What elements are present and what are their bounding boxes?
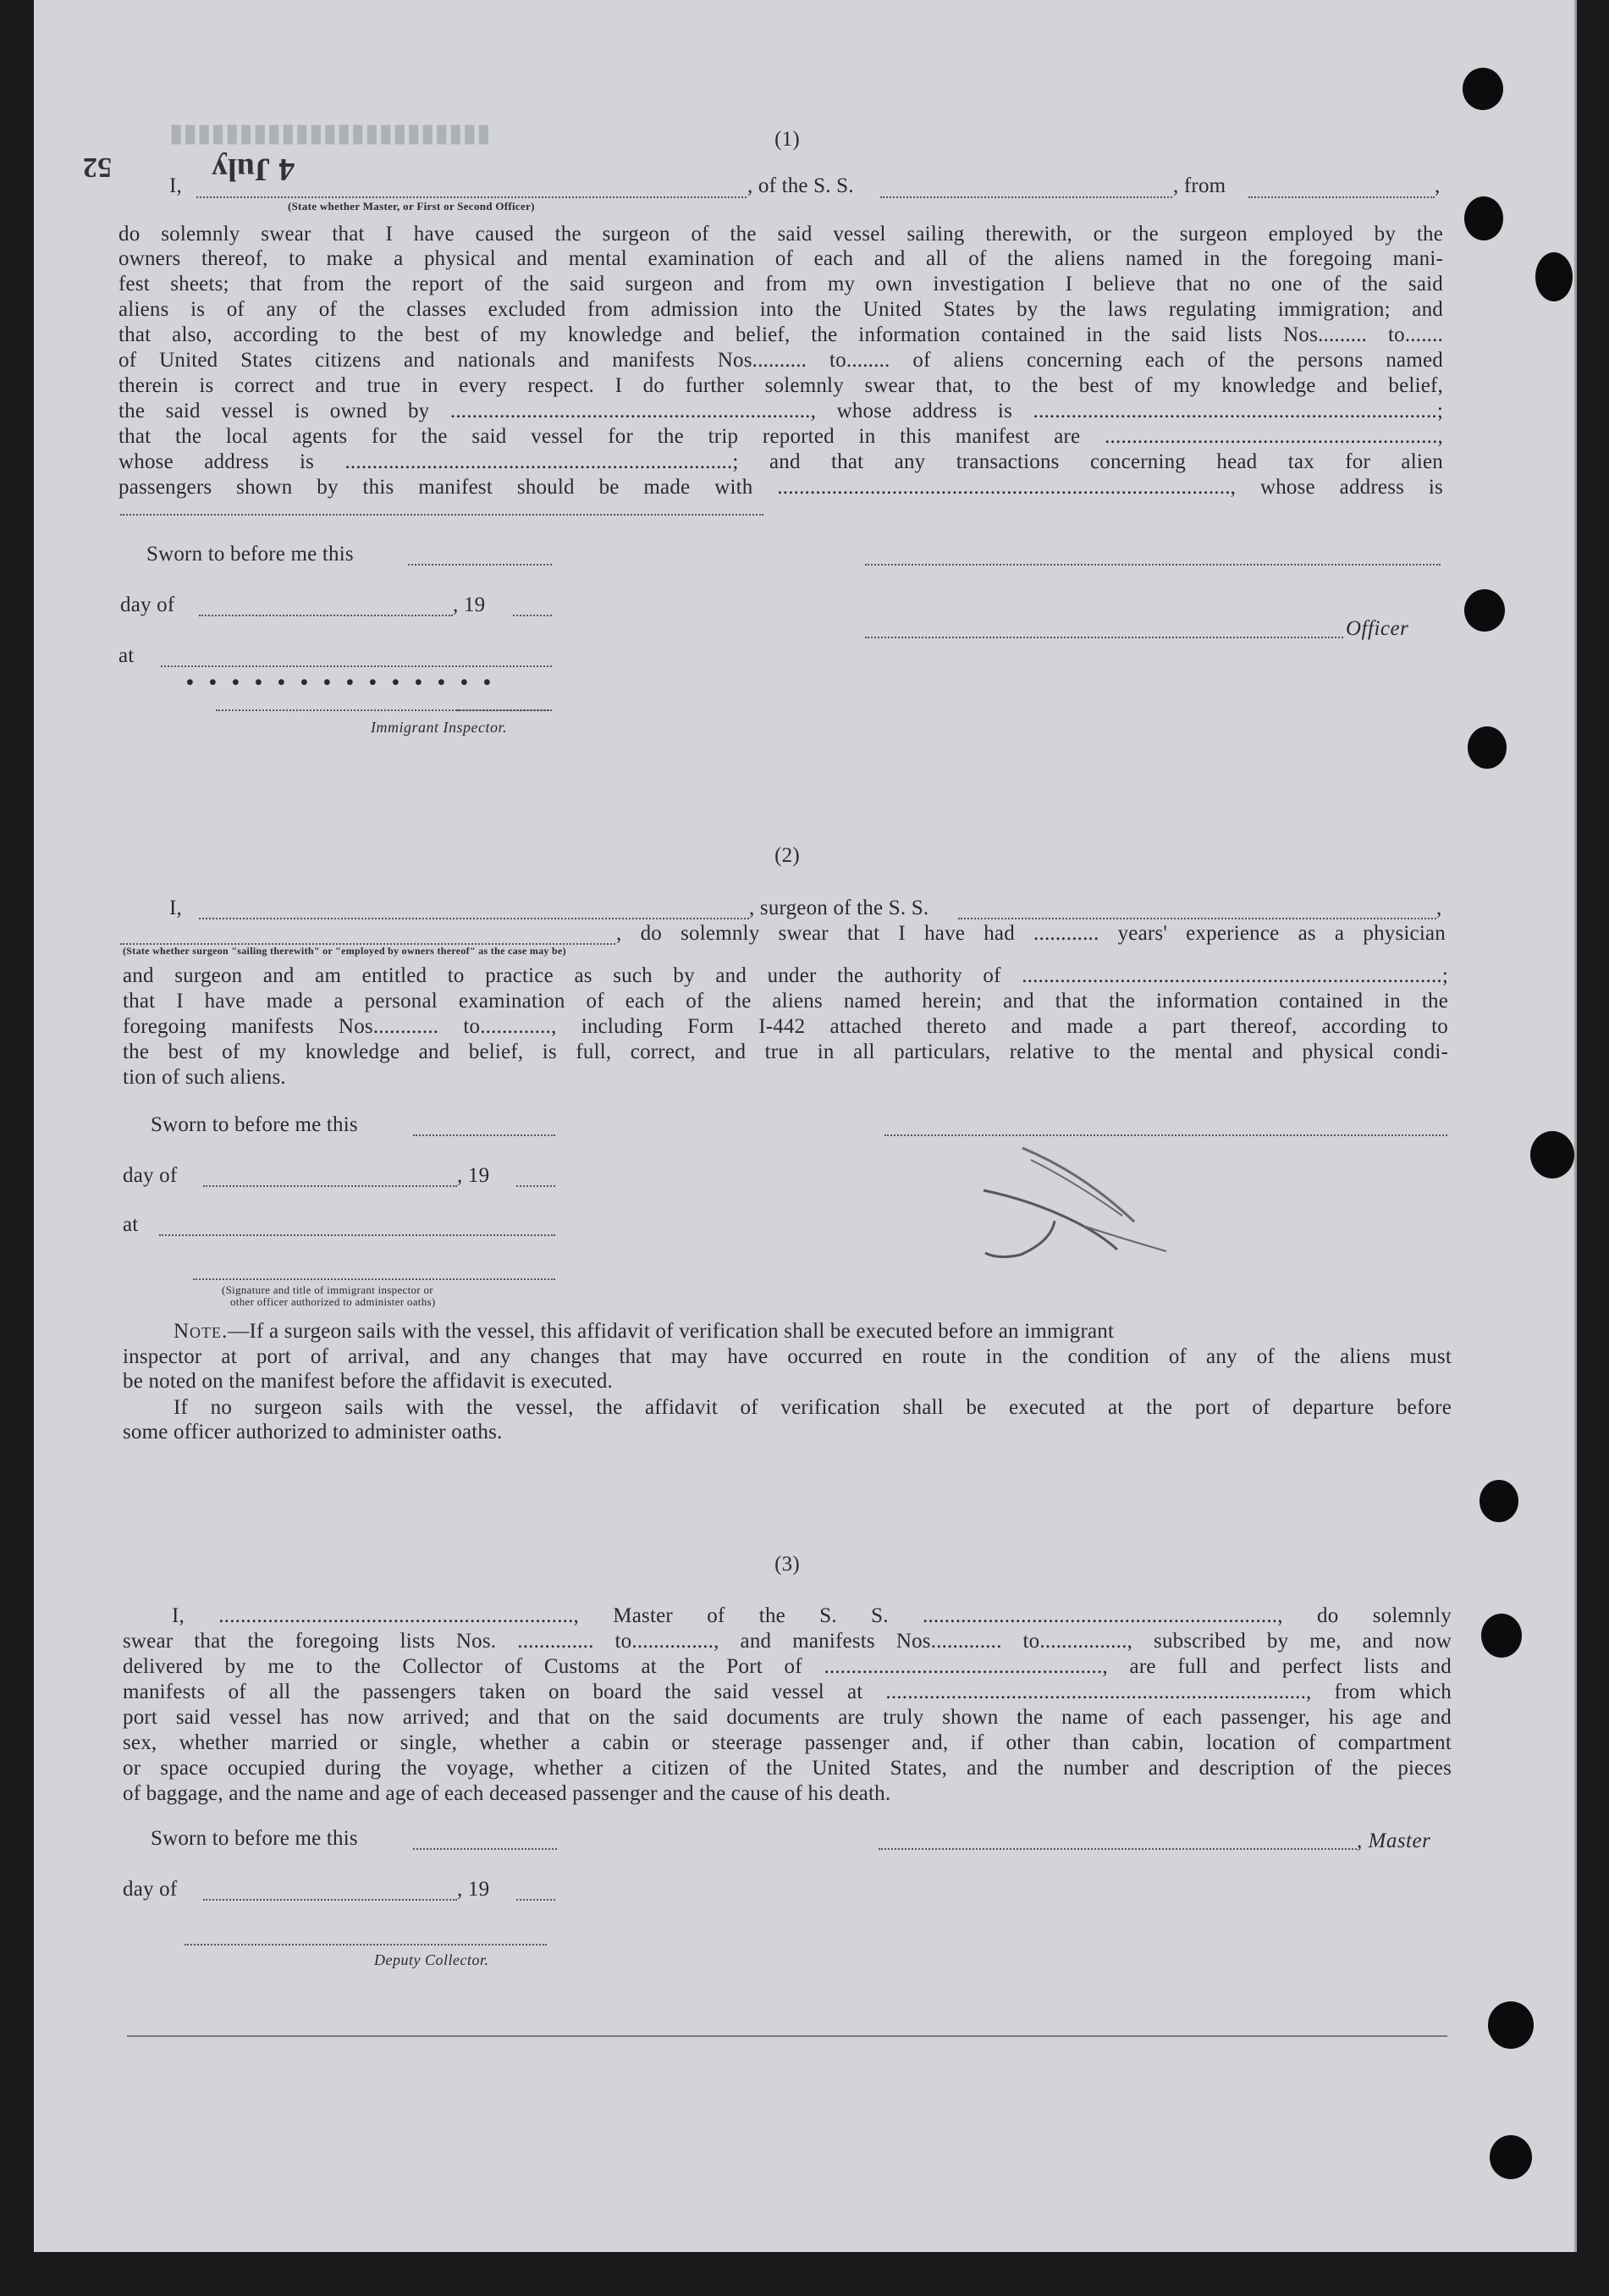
- section-1-line: therein is correct and true in every respect. I do further solemnly swear that, to the best of my knowledge and belief,: [118, 374, 1443, 397]
- section-1-from: , from: [1173, 174, 1226, 197]
- surgeon-status-note: (State whether surgeon "sailing therewith" or "employed by owners thereof" as the case may be): [123, 945, 566, 957]
- officer-signature-blank: [865, 564, 1441, 566]
- section-2-i: I,: [169, 897, 182, 919]
- head-tax-address-blank: [120, 514, 763, 516]
- section-2-surgeon-of: , surgeon of the S. S.: [749, 897, 929, 919]
- section-3-line: I, ................................................................., Master of the S. S. ................................................................., do solemnly: [172, 1604, 1452, 1627]
- day-month-blank: [203, 1185, 457, 1187]
- at-label: at: [123, 1213, 139, 1236]
- note-2-line: some officer authorized to administer oaths.: [123, 1421, 503, 1443]
- punch-hole: [1464, 196, 1503, 240]
- section-1-line: passengers shown by this manifest should be made with ..................................................................................., whose address is: [118, 476, 1443, 499]
- at-place-blank: [161, 665, 552, 667]
- inspector-signature-blank: [193, 1278, 555, 1280]
- year-blank: [516, 1899, 555, 1901]
- inspector-dots: • • • • • • • • • • • • • •: [186, 671, 496, 694]
- punch-hole: [1464, 589, 1505, 632]
- from-port-blank: [1248, 196, 1435, 198]
- section-3-line: manifests of all the passengers taken on board the said vessel at ............................................................................., from which: [123, 1681, 1452, 1703]
- note-2-line: If no surgeon sails with the vessel, the affidavit of verification shall be executed at the port of departure before: [174, 1396, 1452, 1419]
- section-1-line: do solemnly swear that I have caused the surgeon of the said vessel sailing therewith, or the surgeon employed by the: [118, 223, 1443, 246]
- day-month-blank: [203, 1899, 457, 1901]
- year-blank: [516, 1185, 555, 1187]
- master-signature-blank: [879, 1848, 1357, 1850]
- collector-signature-blank: [185, 1944, 547, 1946]
- year-label: , 19: [457, 1878, 490, 1901]
- master-name-blank: [196, 196, 747, 198]
- year-label: , 19: [457, 1164, 490, 1187]
- sworn-label: Sworn to before me this: [146, 543, 354, 566]
- sworn-date-blank: [413, 1134, 555, 1136]
- sworn-date-blank: [413, 1848, 557, 1850]
- section-3-line: delivered by me to the Collector of Customs at the Port of ..................................................., are full and perfect lists and: [123, 1655, 1452, 1678]
- section-2-line: the best of my knowledge and belief, is full, correct, and true in all particulars, relative to the mental and physical condi-: [123, 1040, 1448, 1063]
- section-2-line-2: , do solemnly swear that I have had ............ years' experience as a physician: [616, 922, 1446, 945]
- section-3-line: swear that the foregoing lists Nos. .............. to..............., and manifests Nos............. to................, subscribed by me, and now: [123, 1630, 1452, 1653]
- section-1-line: owners thereof, to make a physical and mental examination of each and all of the aliens named in the foregoing mani-: [118, 247, 1443, 270]
- surgeon-signature-blank: [884, 1134, 1447, 1136]
- punch-hole: [1468, 726, 1507, 769]
- inspector-main-line: [216, 709, 552, 711]
- day-of-label: day of: [120, 593, 175, 616]
- signature-note-1: (Signature and title of immigrant inspector or: [222, 1283, 433, 1296]
- sworn-label: Sworn to before me this: [151, 1113, 358, 1136]
- at-place-blank: [159, 1234, 555, 1236]
- section-2-line: that I have made a personal examination of each of the aliens named herein; and that the information contained in the: [123, 990, 1448, 1013]
- punch-hole: [1535, 252, 1573, 301]
- stamp-number: 52: [83, 152, 112, 183]
- section-2-line: foregoing manifests Nos............ to............., including Form I-442 attached thereto and made a part thereof, according to: [123, 1015, 1448, 1038]
- punch-hole: [1530, 1131, 1574, 1178]
- section-1-line: whose address is .......................................................................; and that any transactions concerning head tax for alien: [118, 450, 1443, 473]
- signature-note-2: other officer authorized to administer oaths): [230, 1295, 436, 1308]
- section-3-body: [123, 1603, 1452, 1807]
- section-1-line: that also, according to the best of my knowledge and belief, the information contained in the said lists Nos......... to.......: [118, 323, 1443, 346]
- section-1-body: [118, 222, 1443, 500]
- year-label: , 19: [453, 593, 486, 616]
- note-line: inspector at port of arrival, and any changes that may have occurred en route in the condition of any of the aliens must: [123, 1345, 1452, 1368]
- day-of-label: day of: [123, 1878, 178, 1901]
- section-1-comma: ,: [1435, 174, 1441, 197]
- section-3-line: port said vessel has now arrived; and that on the said documents are truly shown the name of each passenger, his age and: [123, 1706, 1452, 1729]
- section-1-first-line: I,: [169, 174, 182, 197]
- bottom-rule: [127, 2035, 1447, 2037]
- section-1-line: that the local agents for the said vessel for the trip reported in this manifest are .............................................................,: [118, 425, 1443, 448]
- section-3-line: of baggage, and the name and age of each deceased passenger and the cause of his death.: [123, 1782, 891, 1805]
- sworn-label: Sworn to before me this: [151, 1827, 358, 1850]
- sworn-date-blank: [408, 564, 552, 566]
- punch-hole: [1481, 1614, 1522, 1658]
- surgeon-name-blank: [199, 918, 749, 919]
- bleed-through-heading: ▮▮▮▮▮▮▮▮▮▮▮▮▮▮▮▮▮▮▮▮▮▮▮: [169, 119, 491, 147]
- note-label: Note.: [174, 1320, 229, 1343]
- surgeon-vessel-blank: [958, 918, 1436, 919]
- officer-rank-note: (State whether Master, or First or Second Officer): [288, 200, 535, 212]
- handwritten-mark: [973, 1141, 1168, 1268]
- section-2-body: [123, 963, 1448, 1090]
- day-of-label: day of: [123, 1164, 178, 1187]
- section-3-line: sex, whether married or single, whether a cabin or steerage passenger and, if other than cabin, location of compartment: [123, 1731, 1452, 1754]
- note-line: be noted on the manifest before the affidavit is executed.: [123, 1370, 613, 1393]
- section-3-number: (3): [774, 1553, 800, 1576]
- section-2-line: tion of such aliens.: [123, 1066, 286, 1089]
- officer-title-blank: [865, 637, 1343, 638]
- section-1-line: aliens is of any of the classes excluded from admission into the United States by the laws regulating immigration; and: [118, 298, 1443, 321]
- punch-hole: [1490, 2135, 1532, 2179]
- deputy-collector-label: Deputy Collector.: [374, 1951, 489, 1968]
- section-1-line: fest sheets; that from the report of the said surgeon and from my own investigation I believe that no one of the said: [118, 273, 1443, 295]
- section-1-of-ss: , of the S. S.: [747, 174, 854, 197]
- section-1-line: the said vessel is owned by .................................................................., whose address is ..........................................................................;: [118, 400, 1443, 422]
- punch-hole: [1480, 1480, 1518, 1522]
- master-label: , Master: [1357, 1830, 1431, 1852]
- manifest-page: [34, 0, 1577, 2252]
- section-2-line: and surgeon and am entitled to practice as such by and under the authority of .............................................................................;: [123, 964, 1448, 987]
- section-2-number: (2): [774, 844, 800, 867]
- day-month-blank: [199, 615, 453, 616]
- date-stamp: 4 July: [212, 152, 295, 187]
- vessel-name-blank: [880, 196, 1172, 198]
- section-1-line: of United States citizens and nationals and manifests Nos.......... to........ of aliens concerning each of the persons named: [118, 349, 1443, 372]
- officer-label: Officer: [1346, 617, 1409, 640]
- punch-hole: [1488, 2001, 1534, 2049]
- section-3-line: or space occupied during the voyage, whether a citizen of the United States, and the number and description of the pieces: [123, 1757, 1452, 1780]
- note-paragraph-1: [174, 1319, 1452, 1344]
- note-line: —If a surgeon sails with the vessel, this affidavit of verification shall be executed before an immigrant: [228, 1320, 1115, 1343]
- year-blank: [513, 615, 552, 616]
- at-label: at: [118, 644, 135, 667]
- section-2-comma: ,: [1436, 897, 1442, 919]
- immigrant-inspector-label: Immigrant Inspector.: [371, 719, 507, 736]
- punch-hole: [1463, 68, 1503, 110]
- section-1-number: (1): [774, 128, 800, 151]
